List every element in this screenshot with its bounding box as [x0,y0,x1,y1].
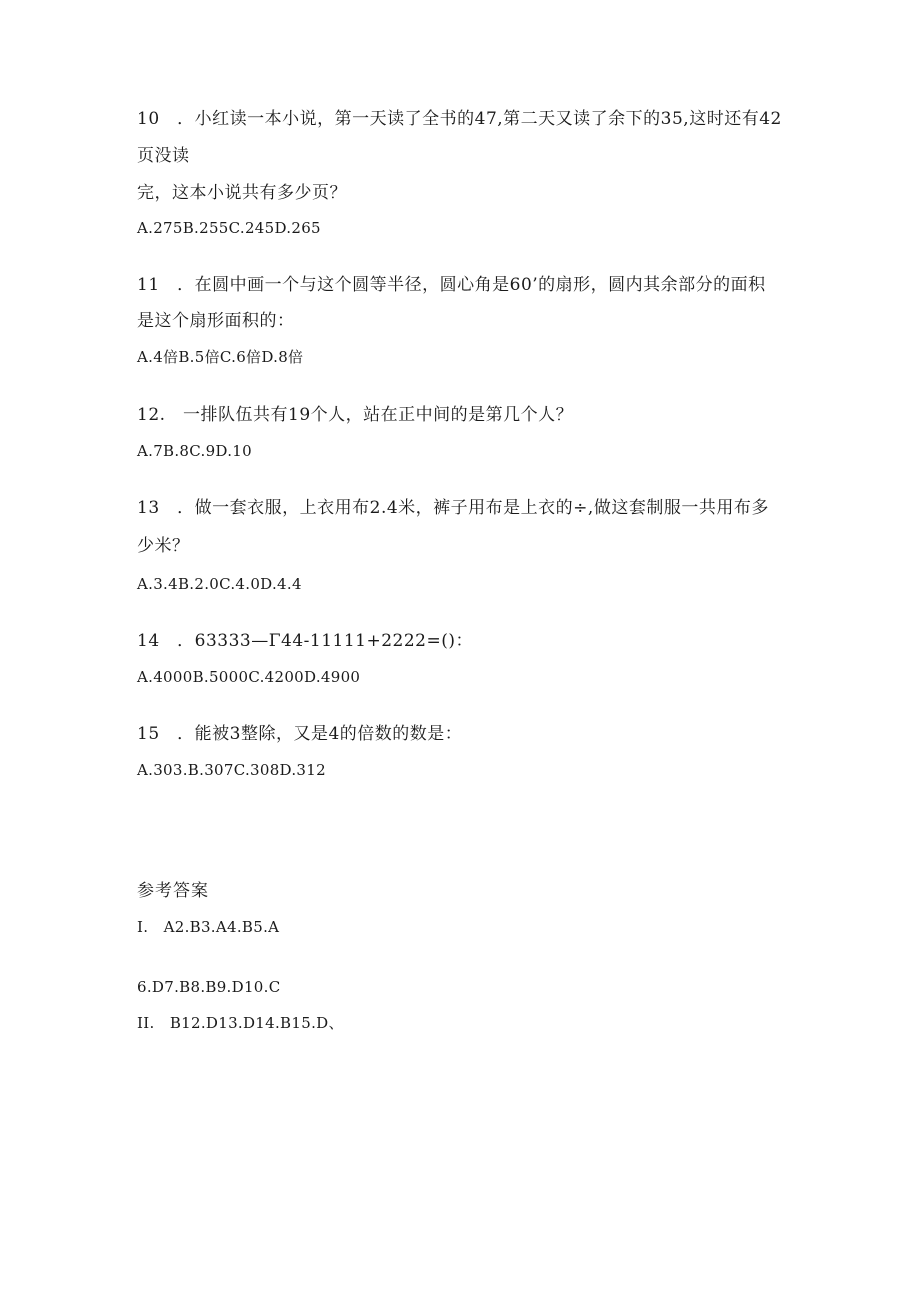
question-11-line-1: 11 ．在圆中画一个与这个圆等半径，圆心角是60’的扇形，圆内其余部分的面积 [137,275,766,295]
answer-line-2: 6.D7.B8.B9.D10.C [137,978,281,996]
question-13-line-1: 13 ．做一套衣服，上衣用布2.4米，裤子用布是上衣的÷,做这套制服一共用布多 [137,498,769,518]
answer-line-3: II. B12.D13.D14.B15.D、 [137,1014,344,1032]
question-15-line-1: 15 ．能被3整除，又是4的倍数的数是： [137,724,463,744]
answer-key-title: 参考答案 [137,881,209,901]
question-13-options: A.3.4B.2.0C.4.0D.4.4 [137,575,302,593]
answer-line-1: I. A2.B3.A4.B5.A [137,918,280,936]
question-11-line-2: 是这个扇形面积的： [137,311,295,331]
question-10-line-2: 页没读 [137,146,190,166]
question-14-line-1: 14 ．63333—Γ44-11111+2222=()： [137,631,473,651]
question-12-options: A.7B.8C.9D.10 [137,442,252,460]
question-11-options: A.4倍B.5倍C.6倍D.8倍 [137,348,304,366]
question-10-line-3: 完，这本小说共有多少页？ [137,183,347,203]
question-10-options: A.275B.255C.245D.265 [137,219,321,237]
question-13-line-2: 少米？ [137,536,190,556]
question-14-options: A.4000B.5000C.4200D.4900 [137,668,361,686]
question-10-line-1: 10 ．小红读一本小说，第一天读了全书的47,第二天又读了余下的35,这时还有42 [137,109,782,129]
question-15-options: A.303.B.307C.308D.312 [137,761,326,779]
question-12-line-1: 12. 一排队伍共有19个人，站在正中间的是第几个人？ [137,405,574,425]
